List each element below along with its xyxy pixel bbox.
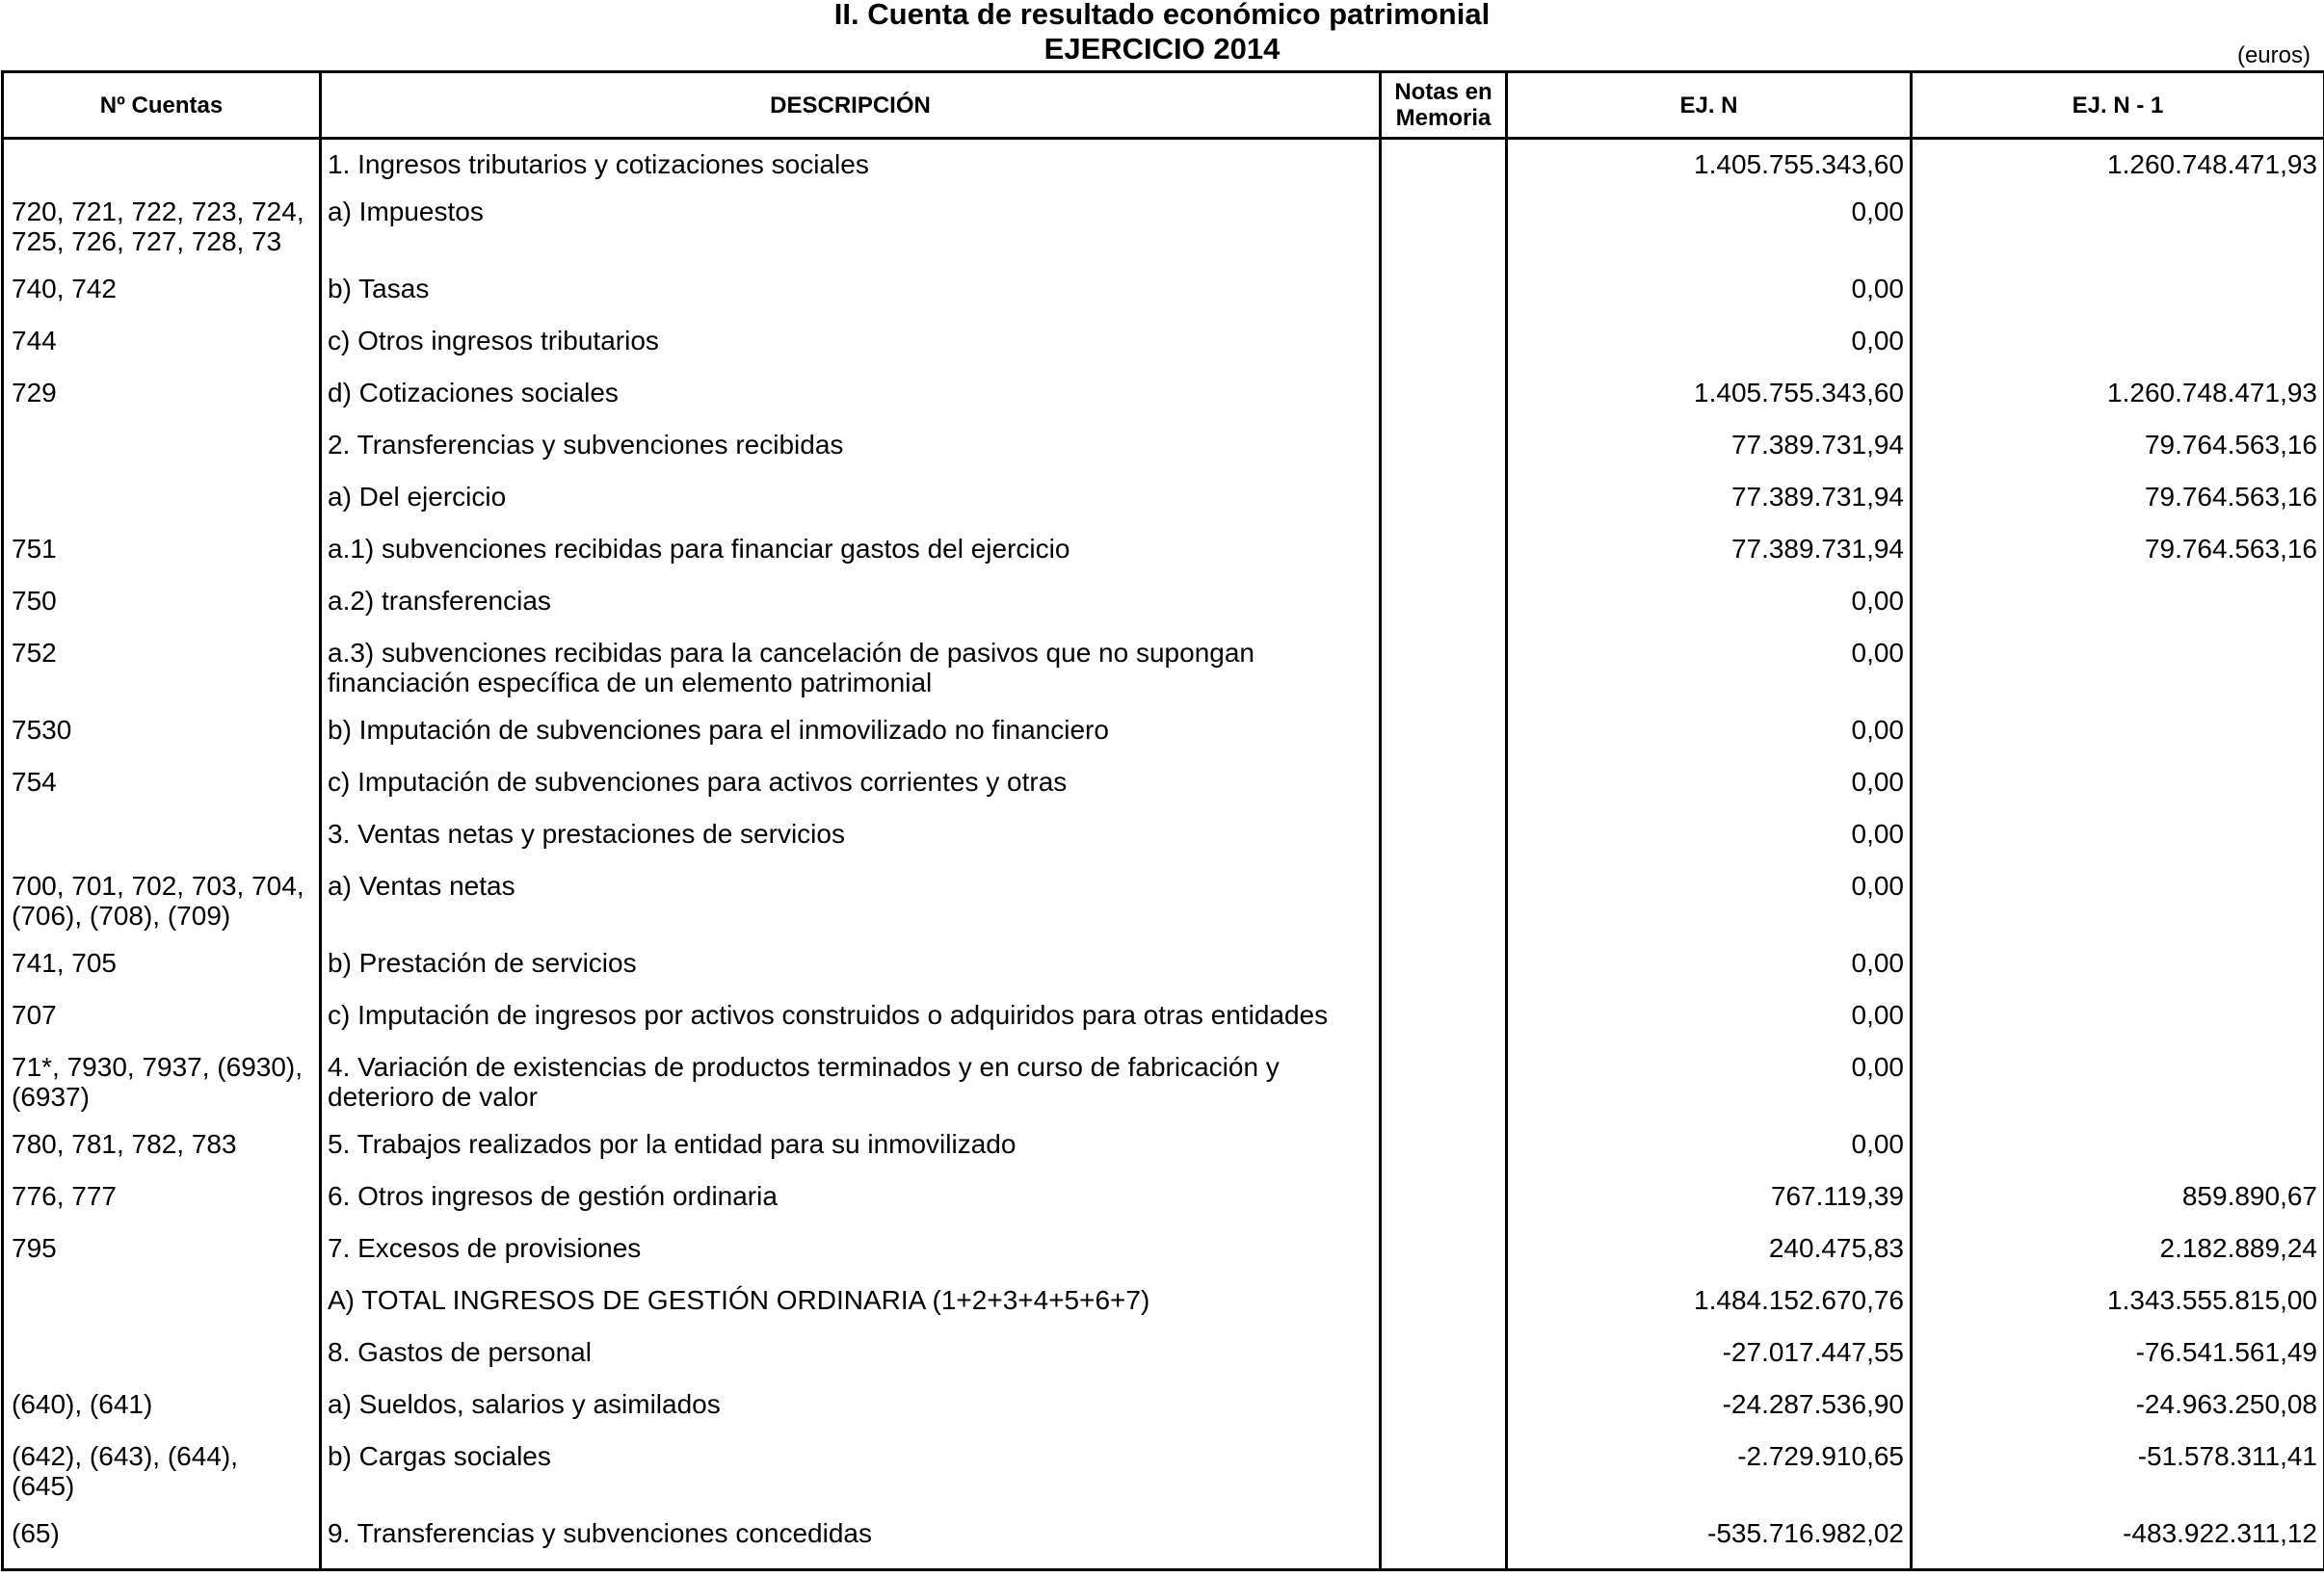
cell-ej-n: [1507, 197, 1912, 274]
table-row: [3, 1000, 2324, 1052]
cell-cuentas-line: (706), (708), (709): [12, 900, 231, 931]
cell-ej-n1: [1912, 1233, 2324, 1285]
cell-cuentas-line: 780, 781, 782, 783: [12, 1128, 237, 1159]
cell-descripcion: [321, 378, 1381, 430]
cell-descripcion: [321, 586, 1381, 638]
cell-descripcion: [321, 715, 1381, 767]
cell-descripcion-line: d) Cotizaciones sociales: [328, 377, 619, 407]
cell-ej-n1: [1912, 948, 2324, 1000]
cell-ej-n-line: 0,00: [1851, 818, 1904, 849]
cell-ej-n: [1507, 1052, 1912, 1129]
cell-descripcion: [321, 948, 1381, 1000]
cell-ej-n: [1507, 767, 1912, 819]
cell-ej-n-line: 0,00: [1851, 585, 1904, 616]
cell-cuentas: [3, 1181, 321, 1233]
cell-ej-n: [1507, 274, 1912, 326]
cell-ej-n-line: 0,00: [1851, 637, 1904, 668]
table-row: [3, 767, 2324, 819]
cell-ej-n1-line: 1.343.555.815,00: [2107, 1284, 2317, 1315]
cell-cuentas-line: 744: [12, 325, 57, 355]
cell-descripcion: [321, 1389, 1381, 1441]
header-ej-n: EJ. N: [1507, 72, 1912, 139]
cell-ej-n-line: 1.405.755.343,60: [1694, 149, 1904, 179]
cell-cuentas-line: 707: [12, 999, 57, 1030]
cell-cuentas: [3, 1052, 321, 1129]
cell-descripcion: [321, 819, 1381, 871]
cell-descripcion-line: 1. Ingresos tributarios y cotizaciones sociales: [328, 149, 869, 179]
cell-ej-n1-line: 859.890,67: [2181, 1180, 2317, 1211]
cell-cuentas-line: 729: [12, 377, 57, 407]
cell-cuentas: [3, 482, 321, 534]
cell-ej-n1: [1912, 139, 2324, 197]
cell-ej-n1: [1912, 430, 2324, 482]
cell-notas: [1381, 274, 1507, 326]
cell-ej-n-line: 1.484.152.670,76: [1694, 1284, 1904, 1315]
table-row: [3, 1285, 2324, 1337]
cell-ej-n1: [1912, 274, 2324, 326]
cell-descripcion-line: a) Impuestos: [328, 196, 484, 226]
cell-ej-n1: [1912, 715, 2324, 767]
table-row: [3, 326, 2324, 378]
cell-ej-n-line: 0,00: [1851, 325, 1904, 355]
table-row: [3, 1518, 2324, 1570]
cell-ej-n1-line: -51.578.311,41: [2137, 1440, 2317, 1471]
table-row: [3, 586, 2324, 638]
table-row: [3, 948, 2324, 1000]
cell-descripcion-line: b) Tasas: [328, 273, 430, 303]
cell-descripcion-line: c) Imputación de ingresos por activos construidos o adquiridos para otras entidades: [328, 999, 1329, 1030]
table-row: [3, 819, 2324, 871]
cell-notas: [1381, 1518, 1507, 1570]
cell-ej-n1: [1912, 482, 2324, 534]
cell-cuentas-line: (6937): [12, 1081, 90, 1112]
cell-cuentas: [3, 819, 321, 871]
cell-notas: [1381, 948, 1507, 1000]
cell-ej-n: [1507, 715, 1912, 767]
cell-cuentas-line: 725, 726, 727, 728, 73: [12, 225, 282, 256]
cell-ej-n1: [1912, 1181, 2324, 1233]
cell-notas: [1381, 1441, 1507, 1518]
cell-notas: [1381, 1389, 1507, 1441]
cell-ej-n1: [1912, 819, 2324, 871]
cell-descripcion: [321, 1000, 1381, 1052]
cell-ej-n-line: 0,00: [1851, 1128, 1904, 1159]
cell-cuentas: [3, 378, 321, 430]
cell-cuentas: [3, 1518, 321, 1570]
table-row: [3, 482, 2324, 534]
cell-ej-n1: [1912, 1518, 2324, 1570]
cell-ej-n-line: 0,00: [1851, 766, 1904, 797]
cell-ej-n1-line: 1.260.748.471,93: [2107, 377, 2317, 407]
table-row: [3, 1233, 2324, 1285]
cell-cuentas: [3, 948, 321, 1000]
cell-descripcion-line: b) Cargas sociales: [328, 1440, 551, 1471]
cell-ej-n1: [1912, 534, 2324, 586]
cell-descripcion: [321, 1181, 1381, 1233]
cell-ej-n: [1507, 1337, 1912, 1389]
header-notas: [1381, 72, 1507, 139]
cell-cuentas: [3, 1337, 321, 1389]
table-row: [3, 1129, 2324, 1181]
cell-ej-n1: [1912, 1052, 2324, 1129]
cell-cuentas: [3, 871, 321, 948]
cell-ej-n-line: 767.119,39: [1770, 1180, 1904, 1211]
cell-descripcion: [321, 274, 1381, 326]
cell-ej-n: [1507, 586, 1912, 638]
cell-descripcion-line: a) Del ejercicio: [328, 481, 507, 512]
cell-notas: [1381, 715, 1507, 767]
cell-ej-n: [1507, 1285, 1912, 1337]
table-row: [3, 378, 2324, 430]
cell-notas: [1381, 1233, 1507, 1285]
cell-ej-n-line: 0,00: [1851, 1051, 1904, 1082]
cell-ej-n: [1507, 1129, 1912, 1181]
cell-cuentas: [3, 430, 321, 482]
cell-cuentas-line: (640), (641): [12, 1388, 153, 1419]
cell-ej-n: [1507, 948, 1912, 1000]
cell-ej-n-line: 77.389.731,94: [1730, 429, 1904, 460]
cell-cuentas: [3, 274, 321, 326]
cell-cuentas-line: (645): [12, 1470, 75, 1501]
header-notas-label: Notas en Memoria: [1394, 79, 1492, 131]
cell-ej-n1: [1912, 326, 2324, 378]
cell-ej-n1: [1912, 1000, 2324, 1052]
cell-descripcion-line: 2. Transferencias y subvenciones recibidas: [328, 429, 844, 460]
cell-descripcion: [321, 1233, 1381, 1285]
cell-notas: [1381, 1337, 1507, 1389]
cell-cuentas: [3, 1233, 321, 1285]
cell-descripcion: [321, 1052, 1381, 1129]
cell-ej-n: [1507, 430, 1912, 482]
cell-cuentas: [3, 1285, 321, 1337]
table-row: [3, 274, 2324, 326]
cell-descripcion: [321, 1337, 1381, 1389]
cell-notas: [1381, 534, 1507, 586]
cell-notas: [1381, 326, 1507, 378]
cell-ej-n-line: 240.475,83: [1768, 1232, 1904, 1263]
cell-descripcion-line: 4. Variación de existencias de productos terminados y en curso de fabricación y: [328, 1051, 1280, 1082]
cell-cuentas: [3, 767, 321, 819]
cell-descripcion-line: 3. Ventas netas y prestaciones de servicios: [328, 818, 845, 849]
cell-cuentas-line: 750: [12, 585, 57, 616]
cell-ej-n-line: 77.389.731,94: [1730, 481, 1904, 512]
cell-ej-n: [1507, 1518, 1912, 1570]
cell-descripcion: [321, 534, 1381, 586]
cell-cuentas: [3, 534, 321, 586]
cell-descripcion: [321, 1285, 1381, 1337]
cell-descripcion-line: a.1) subvenciones recibidas para financiar gastos del ejercicio: [328, 533, 1070, 564]
cell-descripcion: [321, 1129, 1381, 1181]
cell-descripcion: [321, 326, 1381, 378]
cell-cuentas: [3, 326, 321, 378]
header-ej-n1: EJ. N - 1: [1912, 72, 2324, 139]
cell-ej-n1-line: 2.182.889,24: [2159, 1232, 2317, 1263]
cell-cuentas-line: 754: [12, 766, 57, 797]
cell-ej-n1-line: -483.922.311,12: [2123, 1517, 2317, 1548]
cell-ej-n: [1507, 482, 1912, 534]
table-row: [3, 871, 2324, 948]
cell-descripcion: [321, 482, 1381, 534]
cell-cuentas-line: 740, 742: [12, 273, 117, 303]
cell-cuentas: [3, 1389, 321, 1441]
cell-descripcion-line: 8. Gastos de personal: [328, 1336, 592, 1367]
cell-notas: [1381, 638, 1507, 715]
cell-notas: [1381, 871, 1507, 948]
table-row: [3, 534, 2324, 586]
cell-ej-n1: [1912, 586, 2324, 638]
header-cuentas: Nº Cuentas: [3, 72, 321, 139]
cell-ej-n1: [1912, 638, 2324, 715]
cell-ej-n1: [1912, 197, 2324, 274]
cell-ej-n-line: 0,00: [1851, 947, 1904, 978]
cell-notas: [1381, 1181, 1507, 1233]
cell-ej-n: [1507, 1233, 1912, 1285]
cell-ej-n: [1507, 326, 1912, 378]
income-statement-table: [1, 70, 2324, 1571]
cell-cuentas-line: 752: [12, 637, 57, 668]
cell-cuentas: [3, 1129, 321, 1181]
cell-descripcion: [321, 767, 1381, 819]
cell-descripcion-line: a.3) subvenciones recibidas para la cancelación de pasivos que no supongan: [328, 637, 1254, 668]
cell-ej-n-line: 0,00: [1851, 273, 1904, 303]
units-label: (euros): [2236, 42, 2311, 68]
cell-ej-n-line: -24.287.536,90: [1722, 1388, 1904, 1419]
cell-ej-n-line: 0,00: [1851, 196, 1904, 226]
cell-cuentas: [3, 715, 321, 767]
cell-cuentas-line: 751: [12, 533, 57, 564]
cell-cuentas-line: (65): [12, 1517, 60, 1548]
cell-notas: [1381, 1052, 1507, 1129]
cell-descripcion-line: b) Prestación de servicios: [328, 947, 637, 978]
cell-ej-n: [1507, 1389, 1912, 1441]
header-descripcion: DESCRIPCIÓN: [321, 72, 1381, 139]
cell-ej-n1: [1912, 767, 2324, 819]
cell-notas: [1381, 586, 1507, 638]
cell-ej-n1: [1912, 1337, 2324, 1389]
cell-cuentas: [3, 197, 321, 274]
cell-cuentas-line: (642), (643), (644),: [12, 1440, 238, 1471]
cell-ej-n1: [1912, 1441, 2324, 1518]
cell-descripcion: [321, 430, 1381, 482]
cell-cuentas: [3, 586, 321, 638]
cell-descripcion: [321, 197, 1381, 274]
table-body: [3, 139, 2324, 1570]
cell-descripcion: [321, 1441, 1381, 1518]
cell-cuentas-line: 700, 701, 702, 703, 704,: [12, 870, 304, 901]
table-row: [3, 1441, 2324, 1518]
cell-descripcion: [321, 871, 1381, 948]
cell-descripcion-line: 5. Trabajos realizados por la entidad para su inmovilizado: [328, 1128, 1017, 1159]
cell-cuentas: [3, 139, 321, 197]
cell-descripcion-line: 6. Otros ingresos de gestión ordinaria: [328, 1180, 778, 1211]
cell-cuentas: [3, 1441, 321, 1518]
cell-notas: [1381, 482, 1507, 534]
cell-descripcion: [321, 638, 1381, 715]
cell-ej-n1: [1912, 1129, 2324, 1181]
cell-cuentas-line: 71*, 7930, 7937, (6930),: [12, 1051, 304, 1082]
cell-ej-n1-line: 79.764.563,16: [2144, 481, 2317, 512]
cell-ej-n-line: -535.716.982,02: [1707, 1517, 1904, 1548]
table-header-row: [3, 72, 2324, 139]
cell-descripcion: [321, 139, 1381, 197]
cell-ej-n: [1507, 871, 1912, 948]
cell-ej-n-line: 77.389.731,94: [1730, 533, 1904, 564]
cell-descripcion-line: b) Imputación de subvenciones para el inmovilizado no financiero: [328, 714, 1109, 745]
report-subtitle: EJERCICIO 2014: [1043, 32, 1281, 66]
cell-notas: [1381, 819, 1507, 871]
cell-ej-n-line: 1.405.755.343,60: [1694, 377, 1904, 407]
cell-notas: [1381, 1000, 1507, 1052]
cell-descripcion-line: 7. Excesos de provisiones: [328, 1232, 642, 1263]
cell-ej-n: [1507, 1181, 1912, 1233]
cell-descripcion-line: 9. Transferencias y subvenciones concedidas: [328, 1517, 872, 1548]
cell-notas: [1381, 378, 1507, 430]
cell-ej-n: [1507, 534, 1912, 586]
cell-descripcion-line: a) Ventas netas: [328, 870, 515, 901]
cell-notas: [1381, 139, 1507, 197]
cell-ej-n1: [1912, 1285, 2324, 1337]
cell-descripcion-line: c) Imputación de subvenciones para activos corrientes y otras: [328, 766, 1068, 797]
cell-notas: [1381, 1285, 1507, 1337]
cell-ej-n1: [1912, 1389, 2324, 1441]
cell-ej-n: [1507, 378, 1912, 430]
cell-cuentas: [3, 1000, 321, 1052]
cell-ej-n1: [1912, 378, 2324, 430]
cell-ej-n1-line: -24.963.250,08: [2135, 1388, 2317, 1419]
cell-ej-n-line: -27.017.447,55: [1722, 1336, 1904, 1367]
cell-ej-n1-line: 79.764.563,16: [2144, 533, 2317, 564]
cell-ej-n: [1507, 819, 1912, 871]
table-row: [3, 1337, 2324, 1389]
cell-ej-n1-line: 1.260.748.471,93: [2107, 149, 2317, 179]
cell-descripcion-line: a) Sueldos, salarios y asimilados: [328, 1388, 721, 1419]
cell-cuentas-line: 795: [12, 1232, 57, 1263]
cell-ej-n1: [1912, 871, 2324, 948]
cell-ej-n: [1507, 139, 1912, 197]
cell-notas: [1381, 197, 1507, 274]
table-row: [3, 1181, 2324, 1233]
cell-cuentas-line: 741, 705: [12, 947, 117, 978]
cell-notas: [1381, 767, 1507, 819]
cell-ej-n: [1507, 1000, 1912, 1052]
cell-ej-n-line: 0,00: [1851, 714, 1904, 745]
report-title: II. Cuenta de resultado económico patrimonial: [833, 0, 1491, 31]
table-row: [3, 430, 2324, 482]
cell-descripcion-line: A) TOTAL INGRESOS DE GESTIÓN ORDINARIA (1+2+3+4+5+6+7): [328, 1284, 1150, 1315]
table-row: [3, 1052, 2324, 1129]
cell-ej-n1-line: 79.764.563,16: [2144, 429, 2317, 460]
cell-descripcion: [321, 1518, 1381, 1570]
cell-ej-n-line: 0,00: [1851, 870, 1904, 901]
cell-ej-n: [1507, 1441, 1912, 1518]
table-row: [3, 139, 2324, 197]
table-row: [3, 715, 2324, 767]
cell-ej-n1-line: -76.541.561,49: [2135, 1336, 2317, 1367]
cell-notas: [1381, 430, 1507, 482]
cell-notas: [1381, 1129, 1507, 1181]
cell-cuentas-line: 720, 721, 722, 723, 724,: [12, 196, 304, 226]
cell-cuentas-line: 776, 777: [12, 1180, 117, 1211]
cell-ej-n-line: 0,00: [1851, 999, 1904, 1030]
cell-descripcion-line: a.2) transferencias: [328, 585, 551, 616]
cell-cuentas-line: 7530: [12, 714, 72, 745]
cell-descripcion-line: financiación específica de un elemento patrimonial: [328, 667, 933, 697]
table-row: [3, 638, 2324, 715]
cell-ej-n: [1507, 638, 1912, 715]
cell-ej-n-line: -2.729.910,65: [1737, 1440, 1904, 1471]
cell-cuentas: [3, 638, 321, 715]
cell-descripcion-line: c) Otros ingresos tributarios: [328, 325, 659, 355]
cell-descripcion-line: deterioro de valor: [328, 1081, 538, 1112]
table-row: [3, 197, 2324, 274]
table-row: [3, 1389, 2324, 1441]
